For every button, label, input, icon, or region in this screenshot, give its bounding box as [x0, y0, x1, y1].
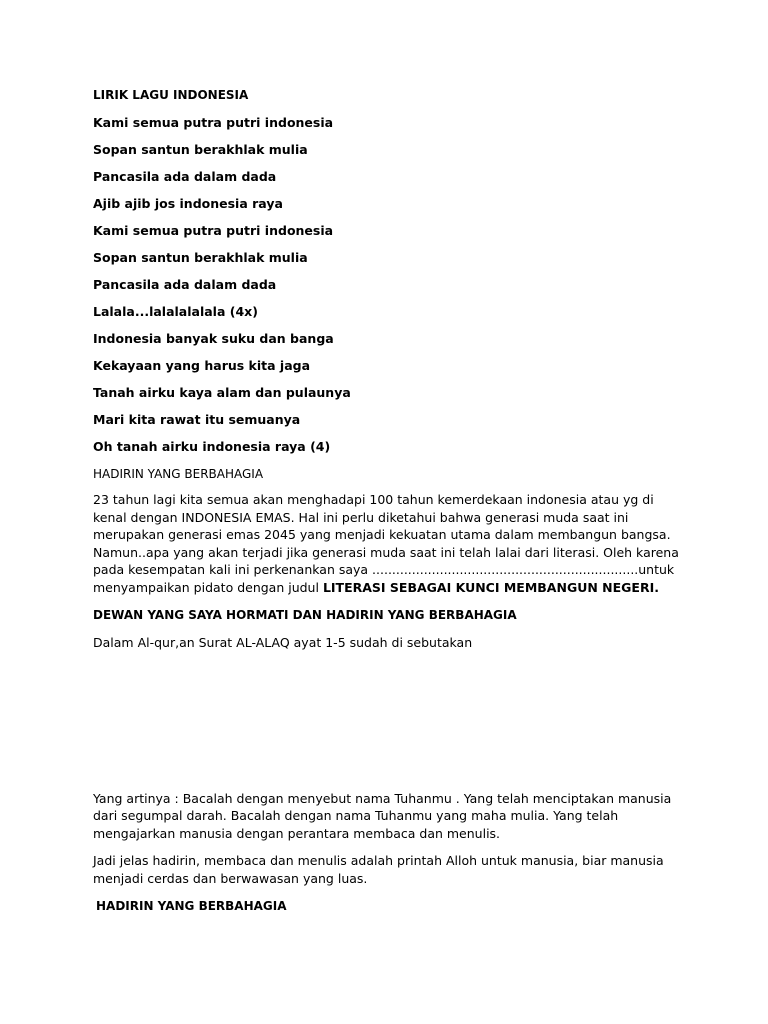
- lyric-line: Pancasila ada dalam dada: [93, 169, 277, 184]
- lyric-line: Lalala...lalalalalala (4x): [93, 304, 258, 319]
- lyric-line: Sopan santun berakhlak mulia: [93, 250, 308, 265]
- lyric-line: Kekayaan yang harus kita jaga: [93, 358, 311, 373]
- intro-paragraph-text: 23 tahun lagi kita semua akan menghadapi 100 tahun kemerdekaan indonesia atau yg di kenal dengan INDONESIA EMAS. Hal ini perlu diketahui bahwa generasi muda saat ini merupakan generasi emas 2045 yang menjadi kekuatan utama dalam membangun bangsa. Namun..apa yang akan terjadi jika generasi muda saat ini telah lalai dari literasi. Oleh karena pada kesempatan kali ini perkenankan saya ...................................................................untuk menyampaikan pidato dengan judul: [93, 492, 679, 595]
- lyric-line: Kami semua putra putri indonesia: [93, 223, 334, 238]
- document-body: [93, 86, 683, 925]
- lyrics-block: [93, 114, 683, 456]
- lyric-line: Oh tanah airku indonesia raya (4): [93, 439, 331, 454]
- lyric-line: Mari kita rawat itu semuanya: [93, 412, 301, 427]
- lyric-line: Kami semua putra putri indonesia: [93, 115, 334, 130]
- lyric-line: Sopan santun berakhlak mulia: [93, 142, 308, 157]
- lyric-line: Indonesia banyak suku dan banga: [93, 331, 334, 346]
- lyric-line: Ajib ajib jos indonesia raya: [93, 196, 283, 211]
- section-heading: HADIRIN YANG BERBAHAGIA: [93, 467, 264, 481]
- lyric-line: Tanah airku kaya alam dan pulaunya: [93, 385, 351, 400]
- quran-reference-paragraph: Dalam Al-qur,an Surat AL-ALAQ ayat 1-5 sudah di sebutakan: [93, 635, 473, 650]
- translation-paragraph: Yang artinya : Bacalah dengan menyebut nama Tuhanmu . Yang telah menciptakan manusia dari segumpal darah. Bacalah dengan nama Tuhanmu yang maha mulia. Yang telah mengajarkan manusia dengan perantara membaca dan menulis.: [93, 790, 672, 841]
- section-heading: DEWAN YANG SAYA HORMATI DAN HADIRIN YANG BERBAHAGIA: [93, 608, 517, 622]
- intro-paragraph: [93, 491, 683, 596]
- document-title: LIRIK LAGU INDONESIA: [93, 88, 249, 102]
- conclusion-paragraph: Jadi jelas hadirin, membaca dan menulis adalah printah Alloh untuk manusia, biar manusia menjadi cerdas dan berwawasan yang luas.: [93, 853, 664, 886]
- lyric-line: Pancasila ada dalam dada: [93, 277, 277, 292]
- speech-title: LITERASI SEBAGAI KUNCI MEMBANGUN NEGERI.: [322, 579, 659, 595]
- blank-space: [93, 662, 683, 790]
- section-heading: HADIRIN YANG BERBAHAGIA: [96, 899, 287, 913]
